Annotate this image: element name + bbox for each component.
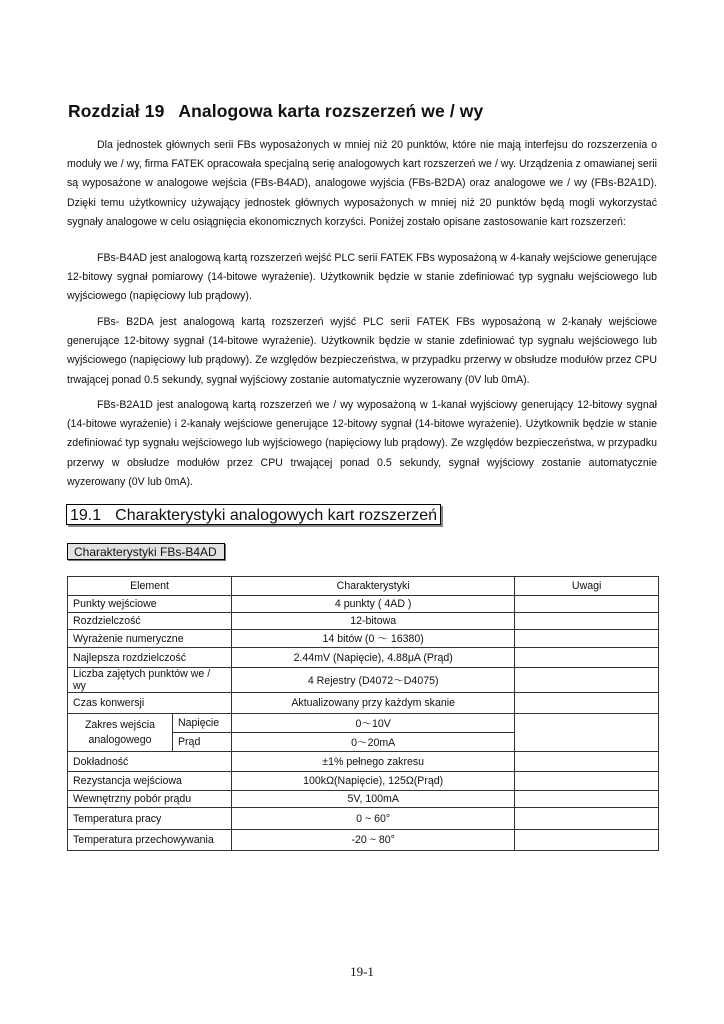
header-element: Element bbox=[68, 577, 232, 596]
row-notes bbox=[515, 648, 659, 668]
row-notes bbox=[515, 613, 659, 630]
table-row bbox=[68, 752, 659, 772]
range-notes bbox=[515, 714, 659, 752]
row-label: Rezystancja wejściowa bbox=[68, 772, 232, 791]
table-row bbox=[68, 630, 659, 648]
table-row bbox=[68, 613, 659, 630]
row-label: Wewnętrzny pobór prądu bbox=[68, 791, 232, 808]
table-header-row bbox=[68, 577, 659, 596]
chapter-number: Rozdział 19 bbox=[68, 101, 165, 121]
row-value: Aktualizowany przy każdym skanie bbox=[232, 693, 515, 714]
range-current-label: Prąd bbox=[172, 733, 231, 752]
chapter-title-text: Analogowa karta rozszerzeń we / wy bbox=[178, 101, 484, 121]
row-value: 4 punkty ( 4AD ) bbox=[232, 596, 515, 613]
subsection-heading: Charakterystyki FBs-B4AD bbox=[67, 543, 225, 560]
row-value: 0 ~ 60° bbox=[232, 808, 515, 830]
table-row bbox=[68, 693, 659, 714]
row-value: ±1% pełnego zakresu bbox=[232, 752, 515, 772]
row-label: Rozdzielczość bbox=[68, 613, 232, 630]
intro-paragraph: Dla jednostek głównych serii FBs wyposażonych w mniej niż 20 punktów, które nie mają interfejsu do rozszerzenia o moduły we / wy, firma FATEK opracowała specjalną serię analogowych kart rozszerzeń we / wy. Urządzenia z omawianej serii są wyposażone w analogowe wejścia (FBs-B4AD), analogowe wyjścia (FBs-B2DA) oraz analogowe we / wy (FBs-B2A1D). Dzięki temu użytkownicy używający jednostek głównych wyposażonych w mniej niż 20 punktów będą mogli wykorzystać sygnały analogowe w celu osiągnięcia ekonomicznych korzyści. Poniżej zostało opisane zastosowanie kart rozszerzeń: bbox=[67, 139, 657, 228]
range-voltage-value: 0～10V bbox=[232, 714, 515, 733]
b2a1d-paragraph: FBs-B2A1D jest analogową kartą rozszerzeń we / wy wyposażoną w 1-kanał wyjściowy generujący 12-bitowy sygnał (14-bitowe wyrażenie) i 2-kanały wejściowe generujące 12-bitowy sygnał (14-bitowe wyrażenie). Użytkownik będzie w stanie zdefiniować typ sygnału wejściowego lub wyjściowego (napięciowy lub prądowy). Ze względów bezpieczeństwa, w przypadku przerwy w obsłudze modułów przez CPU trwającej ponad 0.5 sekundy, sygnał wyjściowy zostanie automatycznie wyzerowany (0V lub 0mA). bbox=[67, 399, 657, 488]
row-label: Czas konwersji bbox=[68, 693, 232, 714]
row-value: 4 Rejestry (D4072～D4075) bbox=[232, 668, 515, 693]
row-label: Najlepsza rozdzielczość bbox=[68, 648, 232, 668]
b2da-paragraph: FBs- B2DA jest analogową kartą rozszerzeń wyjść PLC serii FATEK FBs wyposażoną w 2-kanały wejściowe generujące 12-bitowy sygnał (14-bitowe wyrażenie). Użytkownik będzie w stanie zdefiniować typ sygnału wejściowego lub wyjściowego (napięciowy lub prądowy). Ze względów bezpieczeństwa, w przypadku przerwy w obsłudze modułów przez CPU trwającej ponad 0.5 sekundy, sygnał wyjściowy zostanie automatycznie wyzerowany (0V lub 0mA). bbox=[67, 316, 657, 386]
row-notes bbox=[515, 791, 659, 808]
row-notes bbox=[515, 752, 659, 772]
row-value: 12-bitowa bbox=[232, 613, 515, 630]
row-label: Punkty wejściowe bbox=[68, 596, 232, 613]
row-label: Wyrażenie numeryczne bbox=[68, 630, 232, 648]
table-row bbox=[68, 772, 659, 791]
row-label: Temperatura przechowywania bbox=[68, 830, 232, 851]
row-label: Dokładność bbox=[68, 752, 232, 772]
table-row bbox=[68, 668, 659, 693]
table-row bbox=[68, 808, 659, 830]
row-value: 14 bitów (0 ～ 16380) bbox=[232, 630, 515, 648]
page-number: 19-1 bbox=[350, 964, 374, 979]
table-row-range-voltage bbox=[68, 714, 659, 733]
range-current-value: 0～20mA bbox=[232, 733, 515, 752]
row-notes bbox=[515, 830, 659, 851]
row-notes bbox=[515, 630, 659, 648]
section-title: Charakterystyki analogowych kart rozszerzeń bbox=[115, 507, 438, 524]
specs-table bbox=[67, 576, 659, 851]
row-label: Liczba zajętych punktów we / wy bbox=[68, 668, 232, 693]
header-notes: Uwagi bbox=[515, 577, 659, 596]
range-voltage-label: Napięcie bbox=[172, 714, 231, 733]
row-value: 5V, 100mA bbox=[232, 791, 515, 808]
row-label: Temperatura pracy bbox=[68, 808, 232, 830]
table-row bbox=[68, 791, 659, 808]
b4ad-paragraph: FBs-B4AD jest analogową kartą rozszerzeń wejść PLC serii FATEK FBs wyposażoną w 4-kanały wejściowe generujące 12-bitowy sygnał pomiarowy (14-bitowe wyrażenie). Użytkownik będzie w stanie zdefiniować typ sygnału wejściowego lub wyjściowego (napięciowy lub prądowy). bbox=[67, 252, 657, 303]
section-number: 19.1 bbox=[70, 507, 102, 524]
row-notes bbox=[515, 808, 659, 830]
range-label: Zakres wejścia analogowego bbox=[68, 714, 173, 752]
table-row bbox=[68, 648, 659, 668]
row-value: 100kΩ(Napięcie), 125Ω(Prąd) bbox=[232, 772, 515, 791]
table-row bbox=[68, 596, 659, 613]
row-notes bbox=[515, 693, 659, 714]
row-value: -20 ~ 80° bbox=[232, 830, 515, 851]
row-notes bbox=[515, 668, 659, 693]
row-notes bbox=[515, 596, 659, 613]
row-value: 2.44mV (Napięcie), 4.88μA (Prąd) bbox=[232, 648, 515, 668]
table-row bbox=[68, 830, 659, 851]
header-characteristics: Charakterystyki bbox=[232, 577, 515, 596]
section-heading bbox=[66, 504, 441, 525]
row-notes bbox=[515, 772, 659, 791]
chapter-title bbox=[68, 101, 483, 122]
